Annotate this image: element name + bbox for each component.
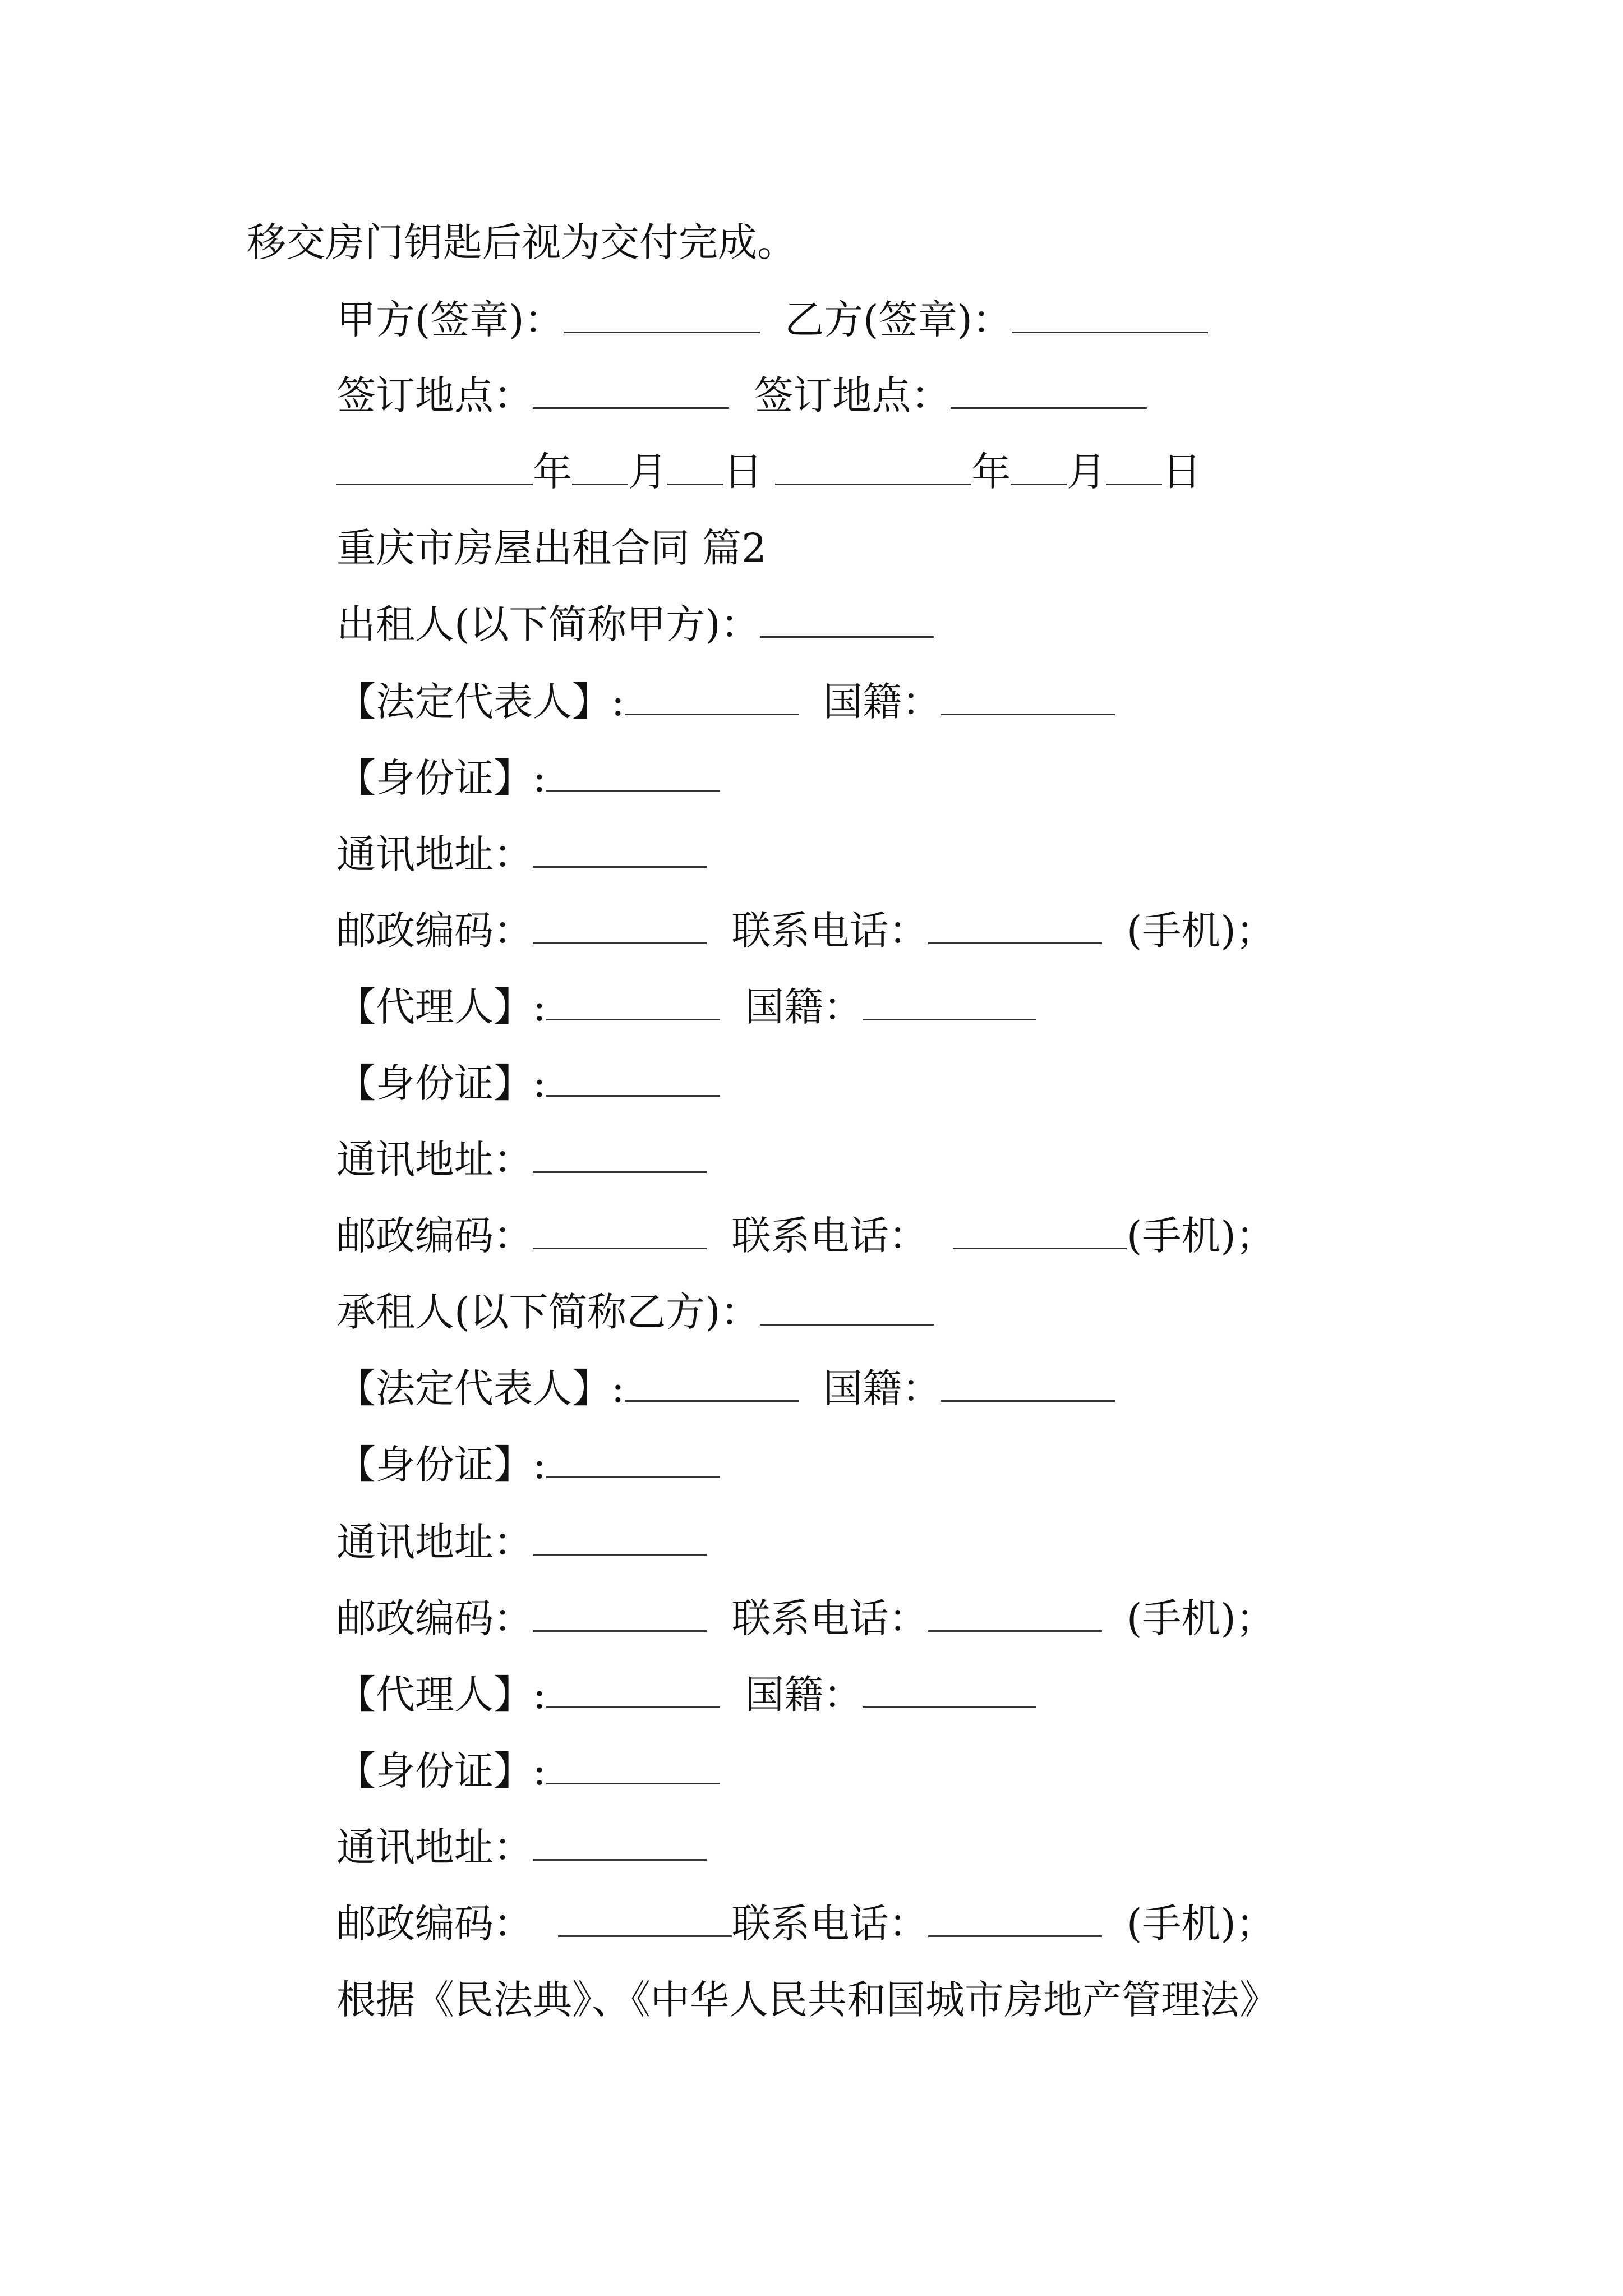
- nationality-label: 国籍：: [745, 984, 863, 1030]
- id-card-label: 【身份证】:: [336, 1442, 546, 1488]
- lessee-name-blank[interactable]: [760, 1292, 934, 1326]
- lessor-id-row: [336, 753, 720, 803]
- phone-label: 联系电话：: [731, 1213, 928, 1259]
- lessee-agent-id-blank[interactable]: [546, 1751, 720, 1784]
- mobile-label: (手机)；: [1127, 908, 1275, 954]
- lessor-agent-nationality-blank[interactable]: [863, 987, 1036, 1020]
- nationality-label: 国籍：: [823, 679, 942, 725]
- address-label: 通讯地址：: [336, 1519, 533, 1565]
- id-card-label: 【身份证】:: [336, 1060, 546, 1106]
- legal-rep-label: 【法定代表人】:: [336, 679, 625, 725]
- signing-place-row: [336, 370, 1147, 421]
- legal-basis-text: 根据《民法典》、《中华人民共和国城市房地产管理法》: [336, 1977, 1279, 2023]
- lessor-legal-rep-blank[interactable]: [625, 682, 799, 715]
- lessor-title: 出租人(以下简称甲方)：: [336, 601, 760, 647]
- party-b-place-blank[interactable]: [951, 376, 1147, 409]
- phone-label: 联系电话：: [731, 1595, 928, 1641]
- agent-label: 【代理人】:: [336, 1672, 546, 1718]
- party-a-signature-blank[interactable]: [564, 300, 760, 333]
- lessor-address-blank[interactable]: [533, 835, 707, 868]
- nationality-label: 国籍：: [745, 1672, 863, 1718]
- lessor-agent-blank[interactable]: [546, 987, 720, 1020]
- lessor-agent-row: [336, 982, 1036, 1032]
- lessee-phone-blank[interactable]: [928, 1599, 1102, 1632]
- lessor-contact-row: [336, 905, 1275, 956]
- lessee-agent-address-blank[interactable]: [533, 1828, 707, 1861]
- party-a-day-blank[interactable]: [667, 452, 723, 485]
- lessee-id-row: [336, 1439, 720, 1490]
- party-a-month-blank[interactable]: [572, 452, 628, 485]
- signature-row: [336, 295, 1208, 345]
- lessor-legal-rep-row: [336, 677, 1115, 727]
- party-a-place-label: 签订地点：: [336, 372, 533, 418]
- lessor-phone-blank[interactable]: [928, 911, 1102, 944]
- lessor-agent-id-blank[interactable]: [546, 1064, 720, 1097]
- address-label: 通讯地址：: [336, 831, 533, 877]
- lessor-address-row: [336, 829, 707, 880]
- lessee-nationality-blank[interactable]: [941, 1369, 1115, 1402]
- agent-label: 【代理人】:: [336, 984, 546, 1030]
- lessee-title: 承租人(以下简称乙方)：: [336, 1289, 760, 1335]
- month-label: 月: [628, 449, 667, 495]
- party-b-month-blank[interactable]: [1011, 452, 1067, 485]
- phone-label: 联系电话：: [731, 908, 928, 954]
- party-b-day-blank[interactable]: [1106, 452, 1162, 485]
- lessor-agent-address-blank[interactable]: [533, 1140, 707, 1173]
- postcode-label: 邮政编码：: [336, 1213, 533, 1259]
- party-a-place-blank[interactable]: [533, 376, 729, 409]
- lessee-address-row: [336, 1517, 707, 1567]
- legal-rep-label: 【法定代表人】:: [336, 1365, 625, 1411]
- party-b-place-label: 签订地点：: [754, 372, 951, 418]
- lessor-agent-postcode-blank[interactable]: [533, 1216, 707, 1249]
- lessor-nationality-blank[interactable]: [941, 682, 1115, 715]
- year-label: 年: [533, 449, 572, 495]
- party-a-signature-label: 甲方(签章)：: [336, 297, 564, 343]
- lessee-agent-contact-row: [336, 1898, 1275, 1949]
- id-card-label: 【身份证】:: [336, 1748, 546, 1794]
- lessor-name-blank[interactable]: [760, 605, 934, 638]
- lessee-agent-postcode-blank[interactable]: [558, 1904, 732, 1937]
- contract-heading: 重庆市房屋出租合同 篇2: [336, 525, 767, 571]
- postcode-label: 邮政编码：: [336, 1595, 533, 1641]
- lessee-id-blank[interactable]: [546, 1445, 720, 1478]
- lessee-agent-nationality-blank[interactable]: [863, 1675, 1036, 1708]
- nationality-label: 国籍：: [823, 1365, 942, 1411]
- mobile-label: (手机)；: [1127, 1595, 1275, 1641]
- party-b-signature-blank[interactable]: [1012, 300, 1208, 333]
- lessee-legal-rep-blank[interactable]: [625, 1369, 799, 1402]
- phone-label: 联系电话：: [731, 1901, 928, 1947]
- address-label: 通讯地址：: [336, 1137, 533, 1182]
- lessor-agent-contact-row: [336, 1211, 1275, 1261]
- lessee-agent-row: [336, 1669, 1036, 1720]
- year-label: 年: [971, 449, 1011, 495]
- lessee-contact-row: [336, 1593, 1275, 1644]
- lessee-address-blank[interactable]: [533, 1522, 707, 1556]
- lessor-agent-phone-blank[interactable]: [953, 1216, 1127, 1249]
- signing-date-row: [336, 447, 1201, 497]
- mobile-label: (手机)；: [1127, 1213, 1275, 1259]
- lessor-id-blank[interactable]: [546, 758, 720, 792]
- postcode-label: 邮政编码：: [336, 1901, 533, 1947]
- lessee-postcode-blank[interactable]: [533, 1599, 707, 1632]
- party-a-year-blank[interactable]: [336, 452, 533, 485]
- lessee-agent-phone-blank[interactable]: [928, 1904, 1102, 1937]
- address-label: 通讯地址：: [336, 1824, 533, 1870]
- lessor-agent-id-row: [336, 1058, 720, 1108]
- mobile-label: (手机)；: [1127, 1901, 1275, 1947]
- lessee-agent-id-row: [336, 1746, 720, 1796]
- day-label: 日: [1162, 449, 1202, 495]
- lessee-legal-rep-row: [336, 1363, 1115, 1414]
- lessee-agent-address-row: [336, 1822, 707, 1872]
- continuation-text: 移交房门钥匙后视为交付完成。: [247, 219, 796, 265]
- party-b-year-blank[interactable]: [775, 452, 971, 485]
- lessee-title-row: [336, 1287, 934, 1337]
- lessor-title-row: [336, 599, 934, 650]
- party-b-signature-label: 乙方(签章)：: [785, 297, 1012, 343]
- postcode-label: 邮政编码：: [336, 908, 533, 954]
- lessee-agent-blank[interactable]: [546, 1675, 720, 1708]
- day-label: 日: [723, 449, 763, 495]
- lessor-postcode-blank[interactable]: [533, 911, 707, 944]
- lessor-agent-address-row: [336, 1134, 707, 1185]
- month-label: 月: [1067, 449, 1106, 495]
- id-card-label: 【身份证】:: [336, 755, 546, 801]
